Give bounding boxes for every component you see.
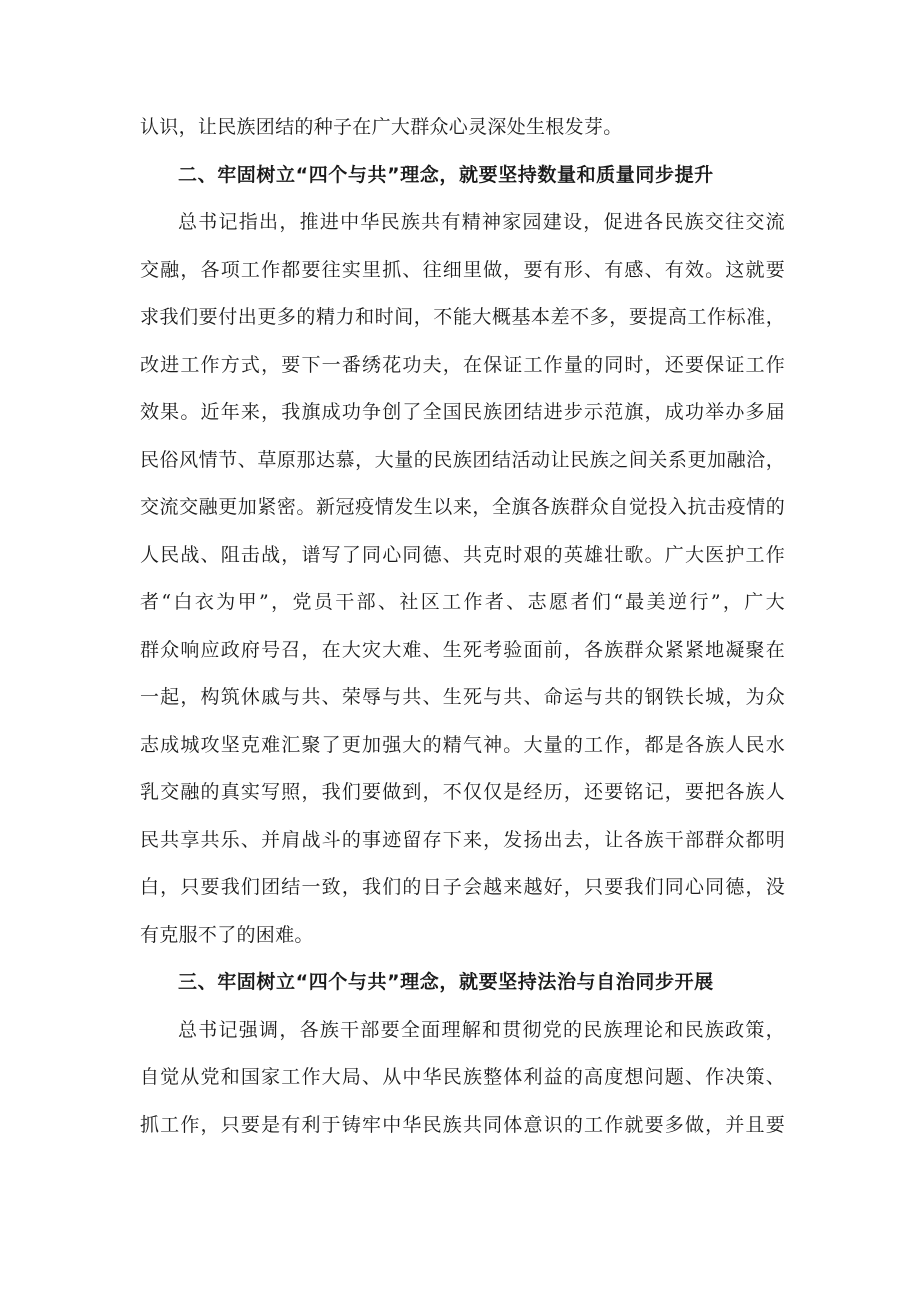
paragraph-line: 志成城攻坚克难汇聚了更加强大的精气神。大量的工作，都是各族人民水	[140, 733, 785, 756]
paragraph-line: 群众响应政府号召，在大灾大难、生死考验面前，各族群众紧紧地凝聚在	[140, 638, 785, 661]
section-heading-3: 三、牢固树立“四个与共”理念，就要坚持法治与自治同步开展	[178, 971, 714, 993]
paragraph-line: 认识，让民族团结的种子在广大群众心灵深处生根发芽。	[140, 116, 623, 138]
paragraph-line: 交流交融更加紧密。新冠疫情发生以来，全旗各族群众自觉投入抗击疫情的	[140, 496, 785, 518]
paragraph-line: 一起，构筑休戚与共、荣辱与共、生死与共、命运与共的钢铁长城，为众	[140, 686, 785, 708]
document-body	[140, 104, 785, 1149]
paragraph-line: 民俗风情节、草原那达慕，大量的民族团结活动让民族之间关系更加融洽，	[140, 448, 785, 471]
section-heading-2: 二、牢固树立“四个与共”理念，就要坚持数量和质量同步提升	[178, 163, 714, 186]
paragraph-line: 人民战、阻击战，谱写了同心同德、共克时艰的英雄壮歌。广大医护工作	[140, 543, 785, 566]
paragraph-line: 抓工作，只要是有利于铸牢中华民族共同体意识的工作就要多做，并且要	[140, 1113, 785, 1136]
paragraph-line: 有克服不了的困难。	[140, 923, 314, 946]
paragraph-line: 白，只要我们团结一致，我们的日子会越来越好，只要我们同心同德，没	[140, 876, 785, 898]
paragraph-line: 总书记指出，推进中华民族共有精神家园建设，促进各民族交往交流	[178, 211, 785, 233]
paragraph-line: 总书记强调，各族干部要全面理解和贯彻党的民族理论和民族政策，	[178, 1018, 785, 1041]
paragraph-line: 效果。近年来，我旗成功争创了全国民族团结进步示范旗，成功举办多届	[140, 401, 785, 423]
paragraph-line: 自觉从党和国家工作大局、从中华民族整体利益的高度想问题、作决策、	[140, 1066, 785, 1088]
paragraph-line: 交融，各项工作都要往实里抓、往细里做，要有形、有感、有效。这就要	[140, 258, 785, 281]
paragraph-line: 乳交融的真实写照，我们要做到，不仅仅是经历，还要铭记，要把各族人	[140, 781, 785, 803]
paragraph-line: 改进工作方式，要下一番绣花功夫，在保证工作量的同时，还要保证工作	[140, 353, 785, 376]
paragraph-line: 民共享共乐、并肩战斗的事迹留存下来，发扬出去，让各族干部群众都明	[140, 828, 785, 851]
paragraph-line: 者“白衣为甲”，党员干部、社区工作者、志愿者们“最美逆行”，广大	[140, 591, 785, 613]
paragraph-line: 求我们要付出更多的精力和时间，不能大概基本差不多，要提高工作标准，	[140, 306, 785, 328]
